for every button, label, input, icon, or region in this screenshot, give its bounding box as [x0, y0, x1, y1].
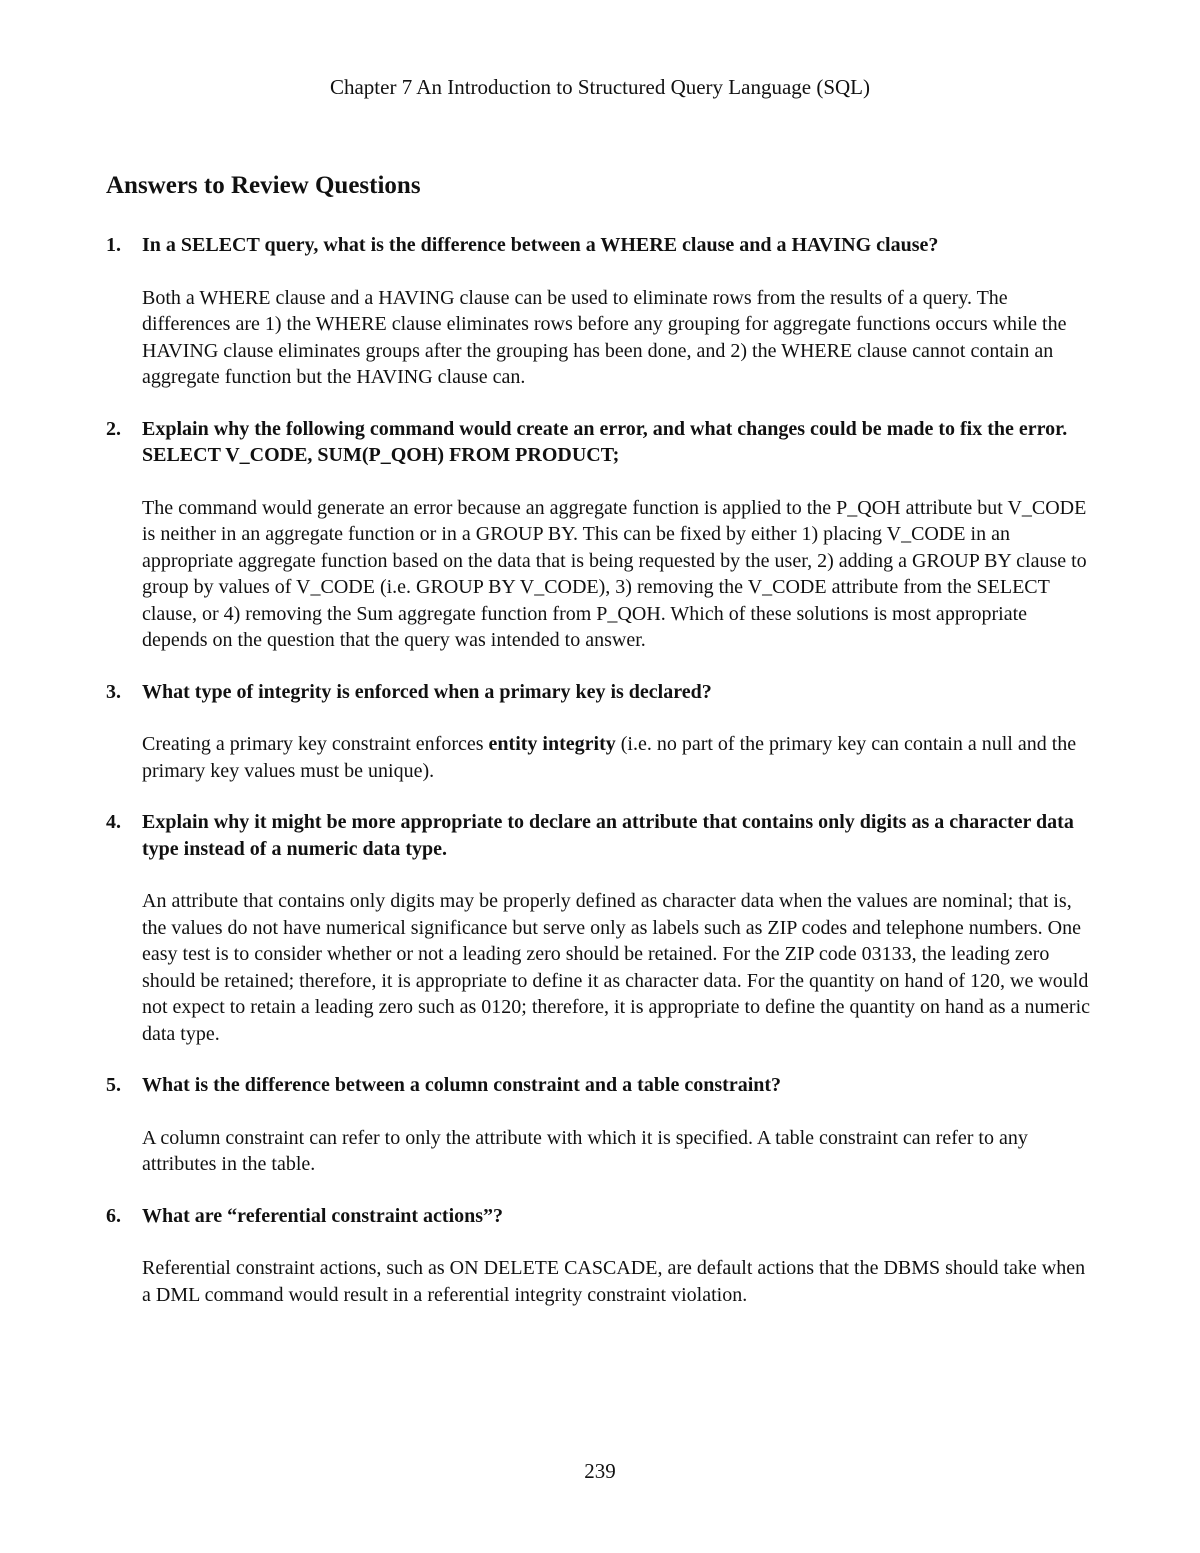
question-heading — [106, 416, 1096, 469]
page-number: 239 — [584, 1459, 616, 1483]
question-text: Explain why it might be more appropriate to declare an attribute that contains only digits as a character data type instead of a numeric data type. — [142, 811, 1074, 860]
answer-text: Both a WHERE clause and a HAVING clause can be used to eliminate rows from the results of a query. The differences are 1) the WHERE clause eliminates rows before any grouping for aggregate functions occurs while the HAVING clause eliminates groups after the grouping has been done, and 2) the WHERE clause cannot contain an aggregate function but the HAVING clause can. — [142, 286, 1067, 388]
sql-command: SELECT V_CODE, SUM(P_QOH) FROM PRODUCT; — [142, 444, 620, 466]
review-questions-list — [106, 232, 1096, 1333]
question-item-6 — [106, 1203, 1096, 1309]
question-text: What are “referential constraint actions”? — [142, 1204, 504, 1227]
question-number: 5. — [106, 1074, 121, 1096]
section-heading: Answers to Review Questions — [106, 172, 421, 199]
question-number: 4. — [106, 811, 121, 833]
question-text: Explain why the following command would create an error, and what changes could be made to fix the error. — [142, 417, 1068, 440]
question-number: 3. — [106, 680, 121, 703]
answer-text: An attribute that contains only digits may be properly defined as character data when the values are nominal; that is, the values do not have numerical significance but serve only as labels such as ZIP codes and telephone numbers. One easy test is to consider whether or not a leading zero should be retained. For the ZIP code 03133, the leading zero should be retained; therefore, it is appropriate to define it as character data. For the quantity on hand of 120, we would not expect to retain a leading zero such as 0120; therefore, it is appropriate to define the quantity on hand as a numeric data type. — [142, 890, 1090, 1045]
question-item-3 — [106, 679, 1096, 785]
question-number: 2. — [106, 417, 121, 440]
question-number: 1. — [106, 234, 121, 256]
answer-text-start: Creating a primary key constraint enforces — [142, 733, 489, 755]
question-heading — [106, 809, 1096, 862]
question-heading — [106, 232, 1096, 259]
answer-text: Referential constraint actions, such as ON DELETE CASCADE, are default actions that the DBMS should take when a DML command would result in a referential integrity constraint violation. — [142, 1257, 1086, 1306]
answer-text: A column constraint can refer to only the attribute with which it is specified. A table constraint can refer to any attributes in the table. — [142, 1126, 1028, 1175]
question-text: In a SELECT query, what is the difference between a WHERE clause and a HAVING clause? — [142, 234, 939, 256]
answer-text-end: (i.e. no part of the primary key can contain a null and the primary key values must be unique). — [142, 733, 1077, 782]
question-item-2 — [106, 416, 1096, 654]
question-text: What type of integrity is enforced when a primary key is declared? — [142, 680, 712, 703]
question-item-1 — [106, 232, 1096, 391]
question-heading — [106, 1203, 1096, 1230]
question-text-block — [142, 416, 1096, 469]
answer-text: The command would generate an error because an aggregate function is applied to the P_QOH attribute but V_CODE is neither in an aggregate function or in a GROUP BY. This can be fixed by either 1) placing V_CODE in an appropriate aggregate function based on the data that is being requested by the user, 2) adding a GROUP BY clause to group by values of V_CODE (i.e. GROUP BY V_CODE), 3) removing the V_CODE attribute from the SELECT clause, or 4) removing the Sum aggregate function from P_QOH. Which of these solutions is most appropriate depends on the question that the query was intended to answer. — [142, 496, 1087, 651]
page-header: Chapter 7 An Introduction to Structured Query Language (SQL) — [329, 75, 871, 99]
question-item-5 — [106, 1072, 1096, 1178]
question-text: What is the difference between a column constraint and a table constraint? — [142, 1074, 782, 1096]
answer-text — [142, 731, 1096, 784]
question-heading — [106, 679, 1096, 706]
answer-emphasis: entity integrity — [488, 733, 616, 755]
question-heading — [106, 1072, 1096, 1099]
question-number: 6. — [106, 1204, 121, 1227]
question-item-4 — [106, 809, 1096, 1047]
